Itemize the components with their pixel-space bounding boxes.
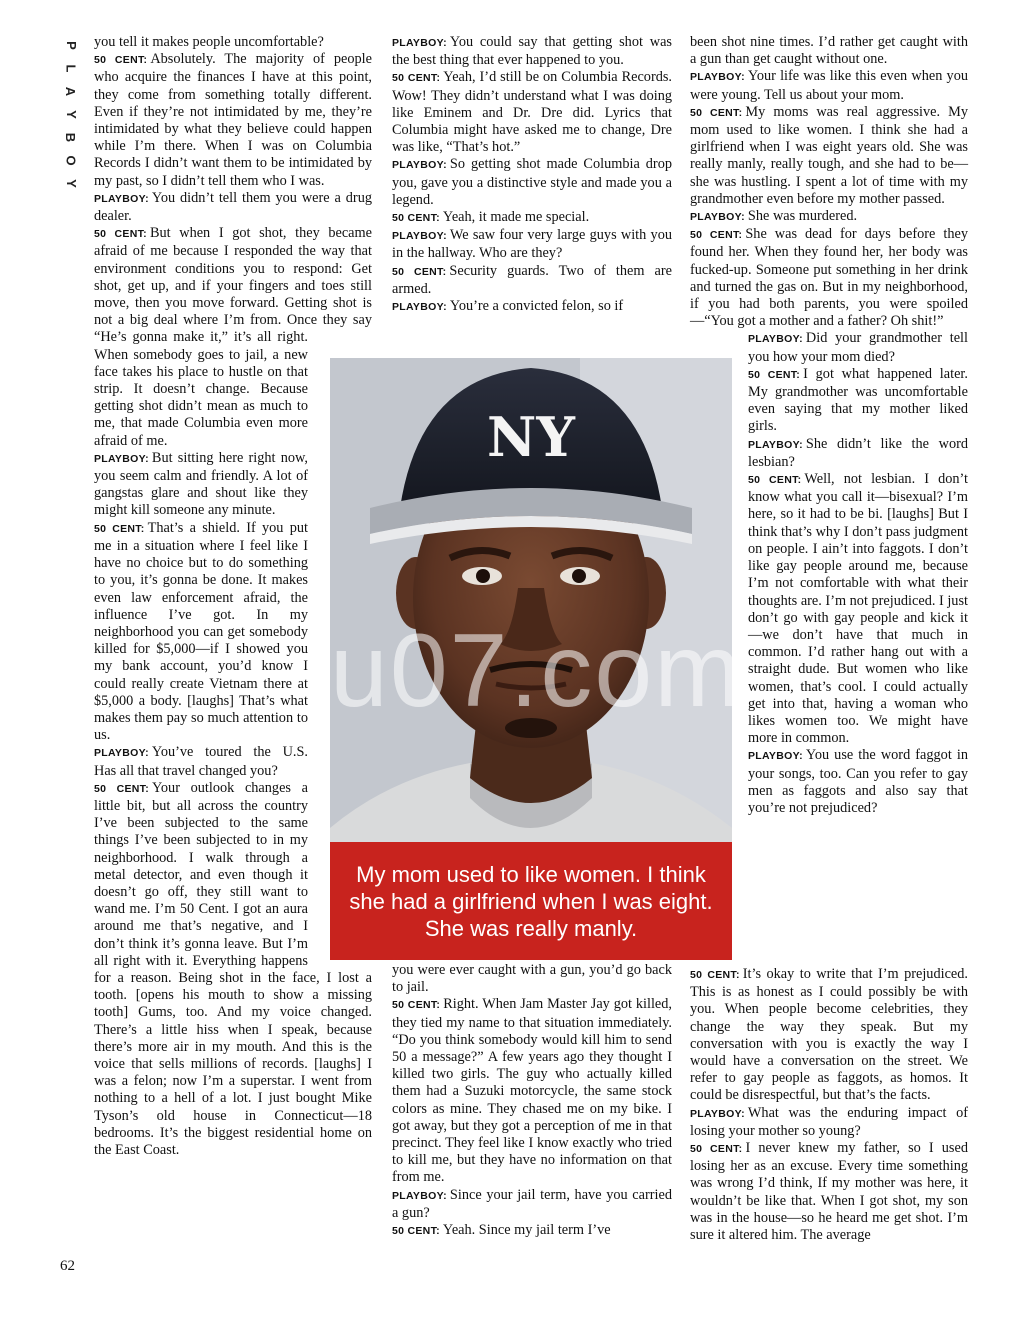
paragraph-text: Yeah, I’d still be on Columbia Records. Wow! They didn’t understand what I was doing like Eminem and Dr. Dre did. Lyrics that Columbia might have asked me to change, Dre was like, “That’s hot.” [392, 69, 673, 156]
speaker-label: PLAYBOY: [94, 747, 149, 760]
interview-paragraph [690, 1140, 968, 1244]
speaker-label: 50 CENT: [690, 1143, 743, 1156]
paragraph-text: Security guards. Two of them are armed. [392, 262, 672, 297]
paragraph-text: But when I got shot, they became afraid of me because I responded the way that environment conditions you to respond: Get shot, get up, and if your fingers and toes still move, then you move forward. Getting shot is not a big deal where I’m from. Once they say “He’s gonna make it,” it’s all right. When somebody goes to jail, a new face takes his place to hustle on that strip. It doesn’t change. Because getting shot didn’t mean as much to me, that made Columbia even more afraid of me. [94, 225, 372, 449]
paragraph-text: you tell it makes people uncomfortable? [94, 34, 324, 50]
pull-quote: My mom used to like women. I think she had a girlfriend when I was eight. She was really manly. [330, 842, 732, 960]
interview-paragraph [690, 104, 968, 208]
speaker-label: 50 CENT: [748, 474, 802, 487]
paragraph-text: you were ever caught with a gun, you’d go back to jail. [392, 962, 672, 996]
speaker-label: PLAYBOY: [392, 159, 447, 172]
interview-paragraph [94, 51, 372, 190]
interview-paragraph [690, 208, 968, 226]
interview-paragraph [690, 68, 968, 103]
speaker-label: PLAYBOY: [94, 192, 149, 205]
page-number: 62 [60, 1258, 75, 1274]
sidebar-letter: Y [63, 110, 79, 119]
speaker-label: PLAYBOY: [748, 333, 803, 346]
text-column-2 [392, 34, 672, 316]
interview-paragraph [392, 34, 672, 69]
paragraph-text: Well, not lesbian. I don’t know what you call it—bisexual? I’m here, so it had to be bi. [laughs] But I think that’s why I don’t pass judgment on people. I ain’t into faggots. I don’t like gay people around me, because I’m not comfortable with what their thoughts are. I’m not prejudiced. I just don’t go with gay people and kick it—we don’t have that much in common. I’d rather hang out with a straight dude. But women who like women, that’s cool. I could actually get into that, having a woman who likes women too. We might have more in common. [748, 471, 968, 747]
paragraph-text: I never knew my father, so I used losing her as an excuse. Every time something was wrong I’d think, If my mother was here, it wouldn’t be like that. When I got shot, my son was in the house—so he heard me get shot. I’m sure it altered him. The average [690, 1140, 968, 1244]
speaker-label: 50 CENT: [690, 229, 743, 242]
interview-paragraph [392, 1187, 672, 1222]
paragraph-text: Absolutely. The majority of people who acquire the finances I have at this point, they come from something totally different. Even if they’re not intimidated by me, they’re intimidated by what they believe could happen while I’m there. When I was on Columbia Records I didn’t want them to be intimidated by my past, so I didn’t tell them who I was. [94, 51, 372, 189]
paragraph-text: Since your jail term, have you carried a gun? [392, 1186, 672, 1221]
interview-paragraph [94, 34, 372, 51]
interview-paragraph [94, 190, 372, 225]
paragraph-text: You could say that getting shot was the best thing that ever happened to you. [392, 34, 672, 69]
speaker-label: PLAYBOY: [690, 211, 745, 224]
interview-paragraph [392, 263, 672, 298]
speaker-label: 50 CENT: [392, 999, 441, 1012]
paragraph-text: I got what happened later. My grandmother was uncomfortable even saying that my mother liked girls. [748, 365, 968, 435]
interview-paragraph [392, 298, 672, 316]
interview-paragraph [392, 996, 672, 1186]
magazine-sidebar-logo [60, 34, 82, 195]
paragraph-text: She was dead for days before they found her. When they found her, her body was fucked-up. Someone put something in her drink and turned the gas on. But in my neighborhood, if you had both parents, you were spoiled—“You got a mother and a father? Oh shit!” [690, 226, 968, 330]
watermark: u07.com [330, 613, 743, 729]
speaker-label: PLAYBOY: [748, 438, 803, 451]
paragraph-text: But sitting here right now, you seem calm and friendly. A lot of gangstas glare and shout like they might kill someone any minute. [94, 449, 308, 519]
speaker-label: 50 CENT: [94, 228, 147, 241]
speaker-label: 50 CENT: [748, 368, 801, 381]
speaker-label: 50 CENT: [392, 1225, 440, 1238]
speaker-label: 50 CENT: [690, 969, 740, 981]
interview-paragraph [690, 34, 968, 68]
speaker-label: 50 CENT: [690, 106, 743, 119]
interview-paragraph [690, 1105, 968, 1140]
speaker-label: PLAYBOY: [94, 452, 149, 465]
speaker-label: PLAYBOY: [392, 230, 447, 243]
speaker-label: PLAYBOY: [690, 71, 745, 84]
paragraph-text: Right. When Jam Master Jay got killed, they tied my name to that situation immediately. “Do you think somebody would kill him to send 50 a message?” A few years ago they thought I killed two girls. The guy who actually killed them had a Suzuki motorcycle, the same stock colors as mine. They chased me on my bike. I got away, but they got a perception of me in that precinct. They feel like I know exactly who tried to kill me, but they have no information on that from me. [392, 996, 672, 1186]
paragraph-text: Yeah. Since my jail term I’ve [442, 1222, 611, 1239]
sidebar-letter: Y [63, 179, 79, 188]
speaker-label: 50 CENT: [392, 265, 447, 278]
interview-paragraph [392, 1222, 672, 1240]
paragraph-text: been shot nine times. I’d rather get caught with a gun than get caught without one. [690, 34, 968, 68]
speaker-label: PLAYBOY: [690, 1107, 745, 1120]
interview-paragraph [392, 227, 672, 262]
paragraph-text: You’re a convicted felon, so if [449, 298, 624, 315]
paragraph-text: She didn’t like the word lesbian? [748, 435, 968, 470]
speaker-label: PLAYBOY: [392, 1189, 447, 1202]
paragraph-text: She was murdered. [747, 208, 858, 225]
interview-paragraph [392, 69, 672, 156]
paragraph-text: That’s a shield. If you put me in a situation where I feel like I have no choice but to do something to you, it’s gonna be done. It makes even law enforcement afraid, the influence I’ve got. In my neighborhood you can get somebody killed for $5,000—if I showed you my bank account, you’d know I could really create Vietnam there at $5,000 a body. [laughs] That’s what makes them pay so much attention to us. [94, 519, 308, 744]
interview-paragraph [690, 226, 968, 330]
sidebar-letter: B [63, 132, 79, 143]
paragraph-text: Your life was like this even when you were young. Tell us about your mom. [690, 68, 968, 103]
interview-paragraph [392, 156, 672, 209]
text-column-2-bottom [392, 962, 672, 1240]
paragraph-text: You’ve toured the U.S. Has all that travel changed you? [94, 744, 308, 779]
sidebar-letter: O [63, 155, 79, 166]
interview-paragraph [392, 962, 672, 996]
paragraph-text: What was the enduring impact of losing your mother so young? [690, 1104, 968, 1139]
sidebar-letter: P [63, 41, 79, 50]
paragraph-text: My moms was real aggressive. My mom used to like women. I think she had a girlfriend when I was eight years old. She was really manly, really tough, and she had to be—she was hustling. I spent a lot of time with my grandmother even before my mother passed. [690, 103, 968, 207]
paragraph-text: You didn’t tell them you were a drug dealer. [94, 189, 372, 225]
speaker-label: PLAYBOY: [748, 750, 803, 763]
interview-paragraph [392, 209, 672, 227]
paragraph-text: Did your grandmother tell you how your mom died? [748, 330, 968, 365]
paragraph-text: You use the word faggot in your songs, too. Can you refer to gay men as faggots and also say that you’re not prejudiced? [748, 747, 968, 816]
speaker-label: 50 CENT: [94, 522, 145, 535]
text-column-3-bottom [690, 966, 968, 1244]
speaker-label: 50 CENT: [392, 72, 441, 85]
paragraph-text: We saw four very large guys with you in the hallway. Who are they? [392, 227, 672, 262]
speaker-label: 50 CENT: [392, 212, 440, 225]
paragraph-text: Yeah, it made me special. [442, 209, 590, 226]
speaker-label: 50 CENT: [94, 54, 148, 67]
paragraph-text: It’s okay to write that I’m prejudiced. This is as honest as I could possibly be with you. When people become celebrities, they change the way they speak. But my conversation with you is exactly the way I would have a conversation on the street. We refer to gay people as faggots, as homos. It could be disrespectful, but that’s the facts. [690, 966, 968, 1104]
paragraph-text: So getting shot made Columbia drop you, gave you a distinctive style and made you a legend. [392, 156, 672, 208]
speaker-label: PLAYBOY: [392, 37, 447, 49]
paragraph-text: Your outlook changes a little bit, but all across the country I’ve been subjected to the same things I’ve been subjected to in my neighborhood. I walk through a metal detector, and even though it doesn’t go off, they still want to wand me. I’m 50 Cent. I got an aura around me that’s negative, and I don’t think it’s gonna leave. But I’m all right with it. Everything happens for a reason. Being shot in the face, I lost a tooth. [opens his mouth to show a missing tooth] Gums, too. And my voice changed. There’s a little hiss when I speak, because there’s more air in my mouth. And this is the voice that sells millions of records. [laughs] I was a felon; now I’m a superstar. I went from nothing to a hell of a lot. I just bought Mike Tyson’s old house in Connecticut—18 bedrooms. It’s the biggest residential home on the East Coast. [94, 779, 372, 1158]
speaker-label: 50 CENT: [94, 782, 149, 795]
sidebar-letter: A [63, 86, 79, 97]
interview-paragraph [690, 966, 968, 1105]
svg-text:NY: NY [487, 405, 575, 469]
speaker-label: PLAYBOY: [392, 301, 447, 314]
sidebar-letter: L [63, 64, 79, 73]
